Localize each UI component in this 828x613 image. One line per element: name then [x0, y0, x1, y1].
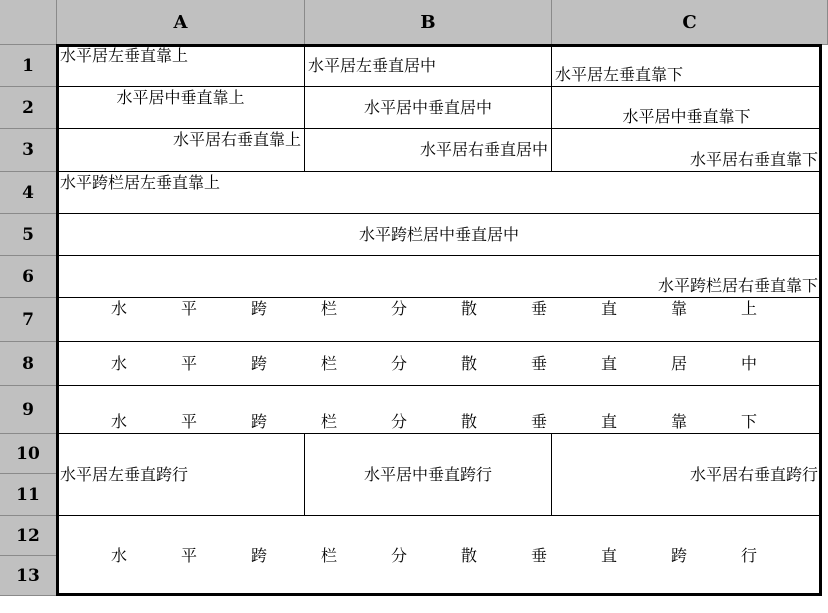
- row-header-9[interactable]: 9: [0, 386, 57, 434]
- row-header-3[interactable]: 3: [0, 129, 57, 172]
- cell-a6-merged[interactable]: 水平跨栏居右垂直靠下: [57, 256, 822, 298]
- cell-b1[interactable]: 水平居左垂直居中: [305, 45, 552, 87]
- char: 中: [740, 353, 757, 373]
- char: 直: [600, 546, 617, 565]
- cell-a12-merged[interactable]: [57, 516, 822, 596]
- char: 水: [110, 546, 127, 565]
- char: 跨: [250, 353, 267, 373]
- char: 下: [740, 412, 757, 431]
- select-all-corner[interactable]: [0, 0, 57, 45]
- char: 跨: [250, 299, 267, 318]
- row-header-5[interactable]: 5: [0, 214, 57, 256]
- cell-a1[interactable]: 水平居左垂直靠上: [57, 45, 305, 87]
- char: 垂: [530, 299, 547, 318]
- char: 直: [600, 353, 617, 373]
- row-header-1[interactable]: 1: [0, 45, 57, 87]
- char: 散: [460, 299, 477, 318]
- column-header-c[interactable]: C: [552, 0, 828, 45]
- char: 跨: [670, 546, 687, 565]
- row-header-7[interactable]: 7: [0, 298, 57, 342]
- cell-a5-merged[interactable]: 水平跨栏居中垂直居中: [57, 214, 822, 256]
- char: 平: [180, 353, 197, 373]
- char: 栏: [320, 299, 337, 318]
- char: 平: [180, 412, 197, 431]
- cell-c10-merged[interactable]: 水平居右垂直跨行: [552, 434, 822, 516]
- cell-c1[interactable]: 水平居左垂直靠下: [552, 45, 822, 87]
- char: 栏: [320, 353, 337, 373]
- row-header-8[interactable]: 8: [0, 342, 57, 386]
- row-header-10[interactable]: 10: [0, 434, 57, 474]
- char: 水: [110, 353, 127, 373]
- char: 平: [180, 546, 197, 565]
- char: 散: [460, 353, 477, 373]
- char: 散: [460, 546, 477, 565]
- char: 分: [390, 546, 407, 565]
- column-header-b[interactable]: B: [305, 0, 552, 45]
- char: 分: [390, 353, 407, 373]
- row-header-13[interactable]: 13: [0, 556, 57, 596]
- cell-a2[interactable]: 水平居中垂直靠上: [57, 87, 305, 129]
- cell-c2[interactable]: 水平居中垂直靠下: [552, 87, 822, 129]
- cell-b2[interactable]: 水平居中垂直居中: [305, 87, 552, 129]
- char: 垂: [530, 546, 547, 565]
- char: 上: [740, 299, 757, 318]
- char: 水: [110, 412, 127, 431]
- char: 行: [740, 546, 757, 565]
- char: 直: [600, 412, 617, 431]
- char: 栏: [320, 546, 337, 565]
- cell-a9-merged[interactable]: [57, 386, 822, 434]
- char: 居: [670, 353, 687, 373]
- cell-a3[interactable]: 水平居右垂直靠上: [57, 129, 305, 172]
- cell-a8-merged[interactable]: [57, 342, 822, 386]
- char: 靠: [670, 412, 687, 431]
- char: 靠: [670, 299, 687, 318]
- char: 散: [460, 412, 477, 431]
- char: 平: [180, 299, 197, 318]
- char: 分: [390, 299, 407, 318]
- char: 水: [110, 299, 127, 318]
- char: 直: [600, 299, 617, 318]
- cell-b3[interactable]: 水平居右垂直居中: [305, 129, 552, 172]
- column-header-a[interactable]: A: [57, 0, 305, 45]
- row-header-4[interactable]: 4: [0, 172, 57, 214]
- char: 分: [390, 412, 407, 431]
- char: 跨: [250, 546, 267, 565]
- char: 垂: [530, 412, 547, 431]
- cell-c3[interactable]: 水平居右垂直靠下: [552, 129, 822, 172]
- row-header-6[interactable]: 6: [0, 256, 57, 298]
- row-header-11[interactable]: 11: [0, 474, 57, 516]
- char: 栏: [320, 412, 337, 431]
- cell-a10-merged[interactable]: 水平居左垂直跨行: [57, 434, 305, 516]
- char: 跨: [250, 412, 267, 431]
- row-header-12[interactable]: 12: [0, 516, 57, 556]
- cell-a7-merged[interactable]: [57, 298, 822, 342]
- char: 垂: [530, 353, 547, 373]
- cell-b10-merged[interactable]: 水平居中垂直跨行: [305, 434, 552, 516]
- row-header-2[interactable]: 2: [0, 87, 57, 129]
- cell-a4-merged[interactable]: 水平跨栏居左垂直靠上: [57, 172, 822, 214]
